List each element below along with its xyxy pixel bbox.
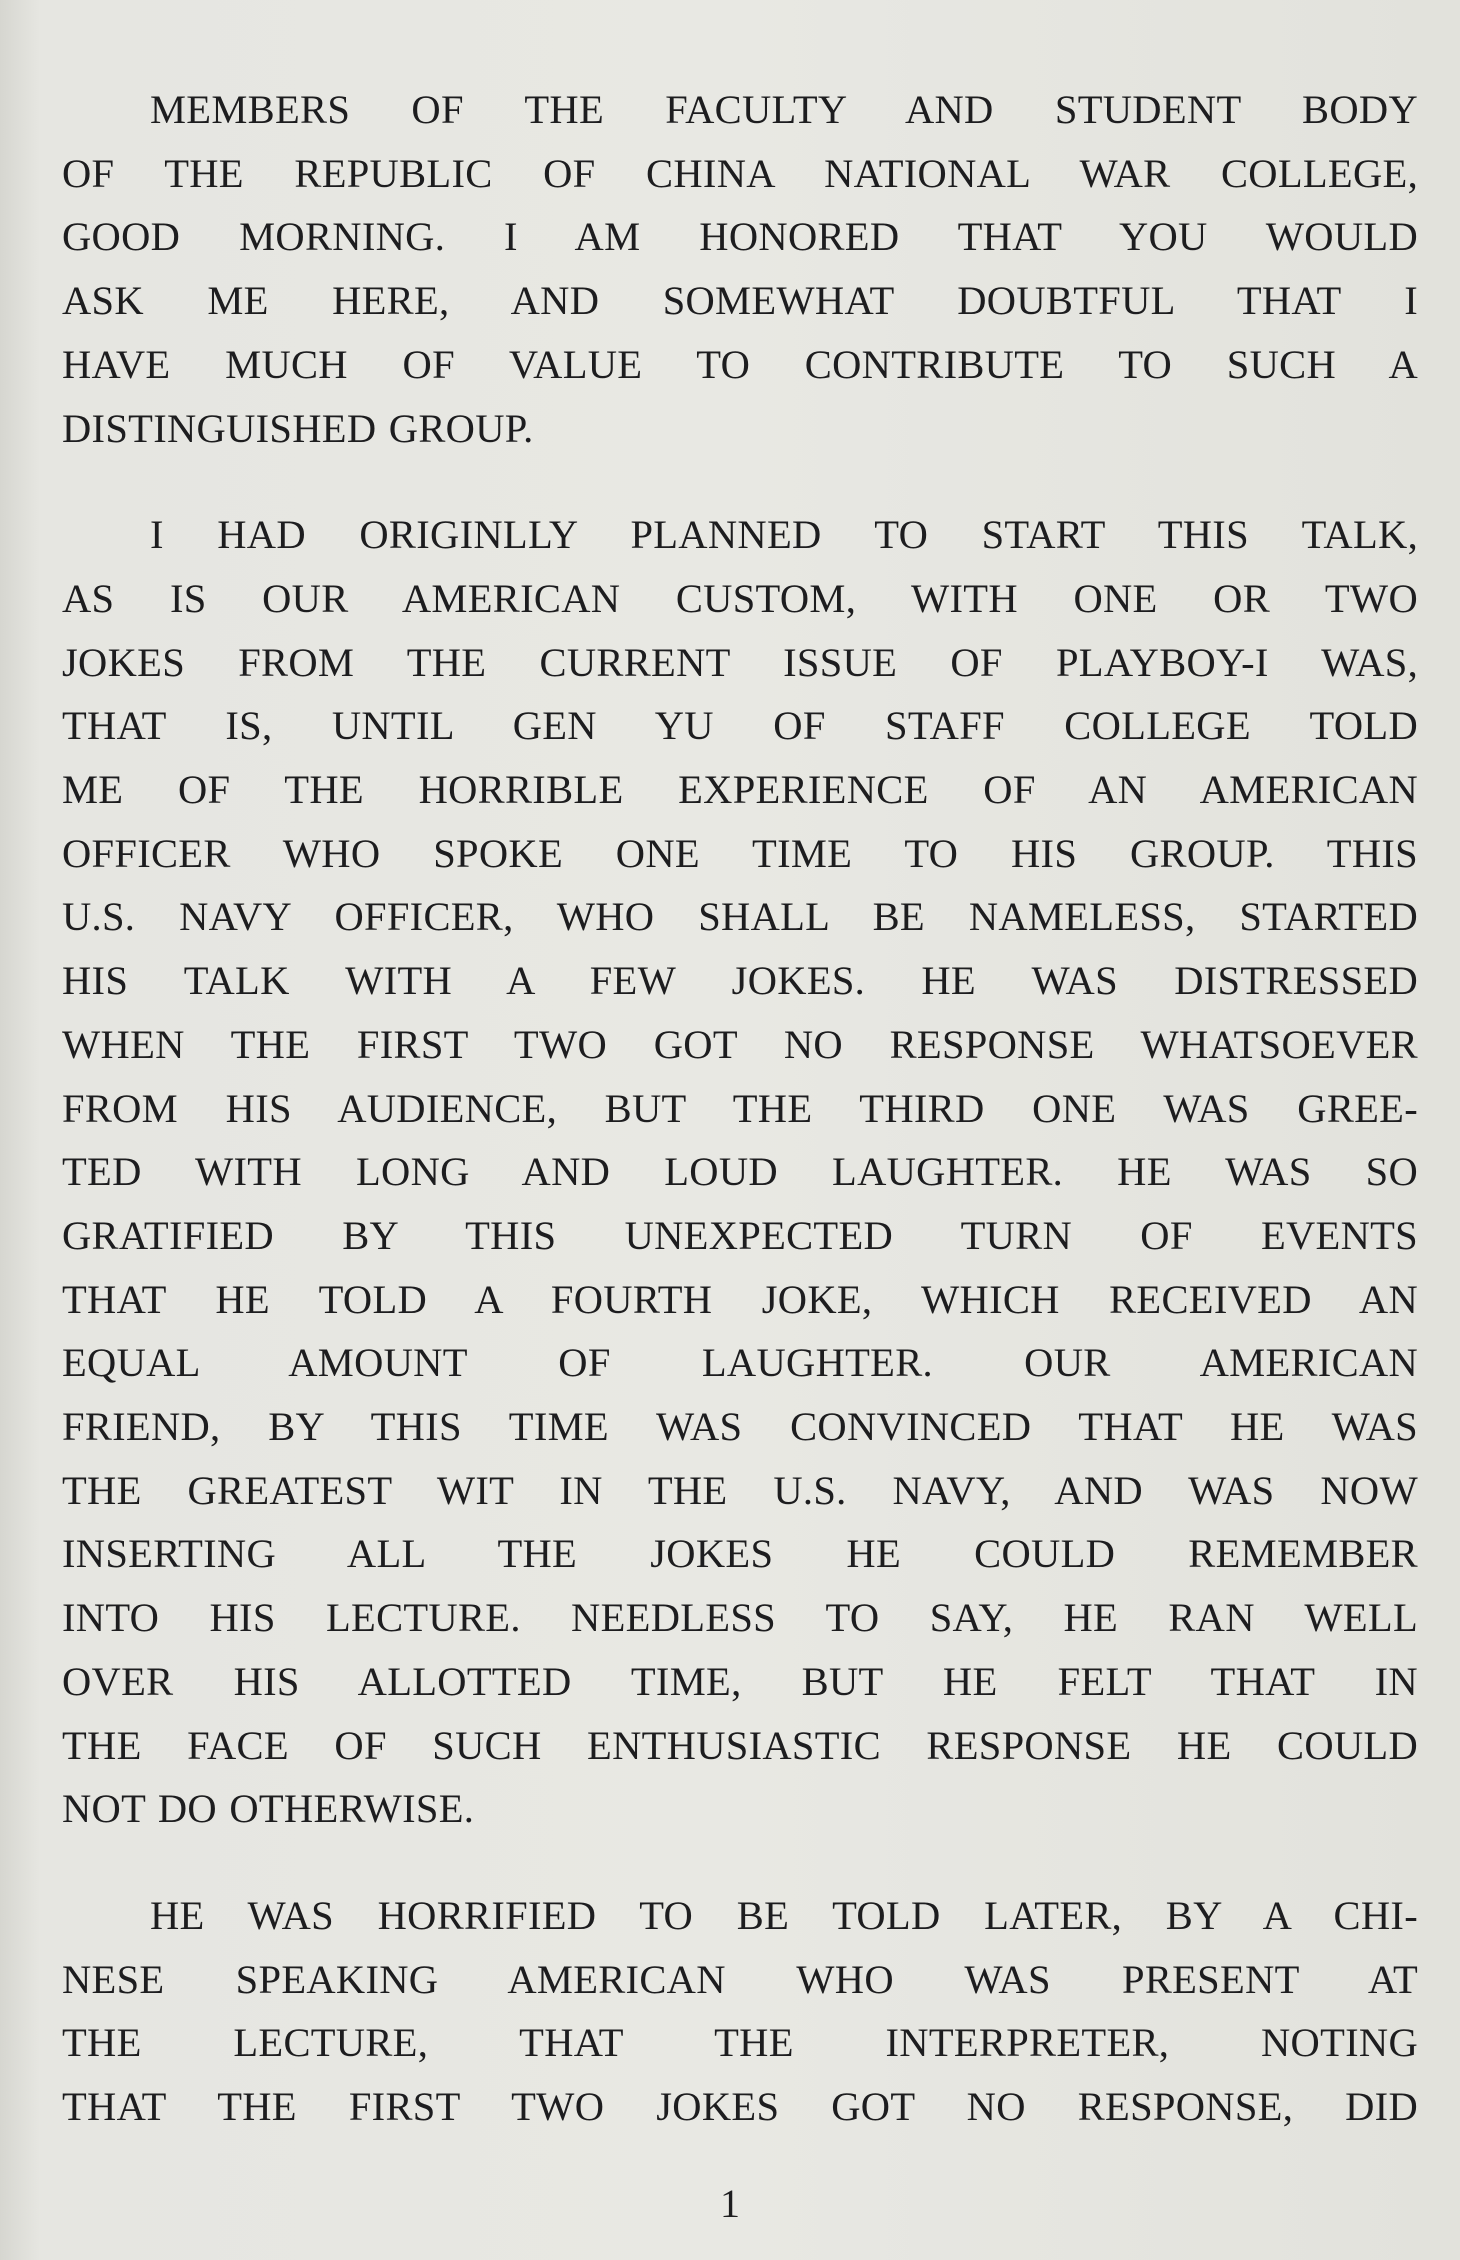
text-line: GOOD MORNING. I AM HONORED THAT YOU WOULD [62,214,1418,260]
text-line: THAT IS, UNTIL GEN YU OF STAFF COLLEGE TOLD [62,703,1418,749]
text-line: HAVE MUCH OF VALUE TO CONTRIBUTE TO SUCH A [62,341,1418,387]
text-line: THAT THE FIRST TWO JOKES GOT NO RESPONSE, DID [62,2084,1418,2130]
text-line: GRATIFIED BY THIS UNEXPECTED TURN OF EVENTS [62,1212,1418,1258]
text-line: I HAD ORIGINLLY PLANNED TO START THIS TALK, [150,512,1418,558]
text-line: HE WAS HORRIFIED TO BE TOLD LATER, BY A CHI- [150,1892,1418,1938]
text-line: OF THE REPUBLIC OF CHINA NATIONAL WAR COLLEGE, [62,150,1418,196]
page-number: 1 [720,2181,740,2226]
text-line: WHEN THE FIRST TWO GOT NO RESPONSE WHATSOEVER [62,1021,1418,1067]
text-line: EQUAL AMOUNT OF LAUGHTER. OUR AMERICAN [62,1340,1418,1386]
text-line: OFFICER WHO SPOKE ONE TIME TO HIS GROUP. THIS [62,830,1418,876]
text-line: INTO HIS LECTURE. NEEDLESS TO SAY, HE RAN WELL [62,1595,1418,1641]
text-line: FROM HIS AUDIENCE, BUT THE THIRD ONE WAS GREE- [62,1085,1418,1131]
text-line: THE FACE OF SUCH ENTHUSIASTIC RESPONSE HE COULD [62,1722,1418,1768]
paragraph-greeting [62,78,1418,460]
text-line: FRIEND, BY THIS TIME WAS CONVINCED THAT HE WAS [62,1404,1418,1450]
text-line: ASK ME HERE, AND SOMEWHAT DOUBTFUL THAT I [62,278,1418,324]
text-line: HIS TALK WITH A FEW JOKES. HE WAS DISTRESSED [62,958,1418,1004]
document-page [62,78,1418,2238]
text-line: TED WITH LONG AND LOUD LAUGHTER. HE WAS SO [62,1149,1418,1195]
text-line: ME OF THE HORRIBLE EXPERIENCE OF AN AMERICAN [62,767,1418,813]
text-line: JOKES FROM THE CURRENT ISSUE OF PLAYBOY-I WAS, [62,639,1418,685]
text-line: NESE SPEAKING AMERICAN WHO WAS PRESENT AT [62,1956,1418,2002]
text-line: NOT DO OTHERWISE. [62,1786,475,1832]
text-line: OVER HIS ALLOTTED TIME, BUT HE FELT THAT IN [62,1658,1418,1704]
text-line: DISTINGUISHED GROUP. [62,405,534,451]
paragraph-joke-story [62,503,1418,1841]
text-line: THE LECTURE, THAT THE INTERPRETER, NOTING [62,2020,1418,2066]
paragraph-interpreter [62,1884,1418,2139]
text-line: INSERTING ALL THE JOKES HE COULD REMEMBER [62,1531,1418,1577]
text-line: THAT HE TOLD A FOURTH JOKE, WHICH RECEIVED AN [62,1276,1418,1322]
text-line: AS IS OUR AMERICAN CUSTOM, WITH ONE OR TWO [62,575,1418,621]
text-line: U.S. NAVY OFFICER, WHO SHALL BE NAMELESS, STARTED [62,894,1418,940]
text-line: THE GREATEST WIT IN THE U.S. NAVY, AND WAS NOW [62,1467,1418,1513]
text-line: MEMBERS OF THE FACULTY AND STUDENT BODY [150,87,1418,132]
